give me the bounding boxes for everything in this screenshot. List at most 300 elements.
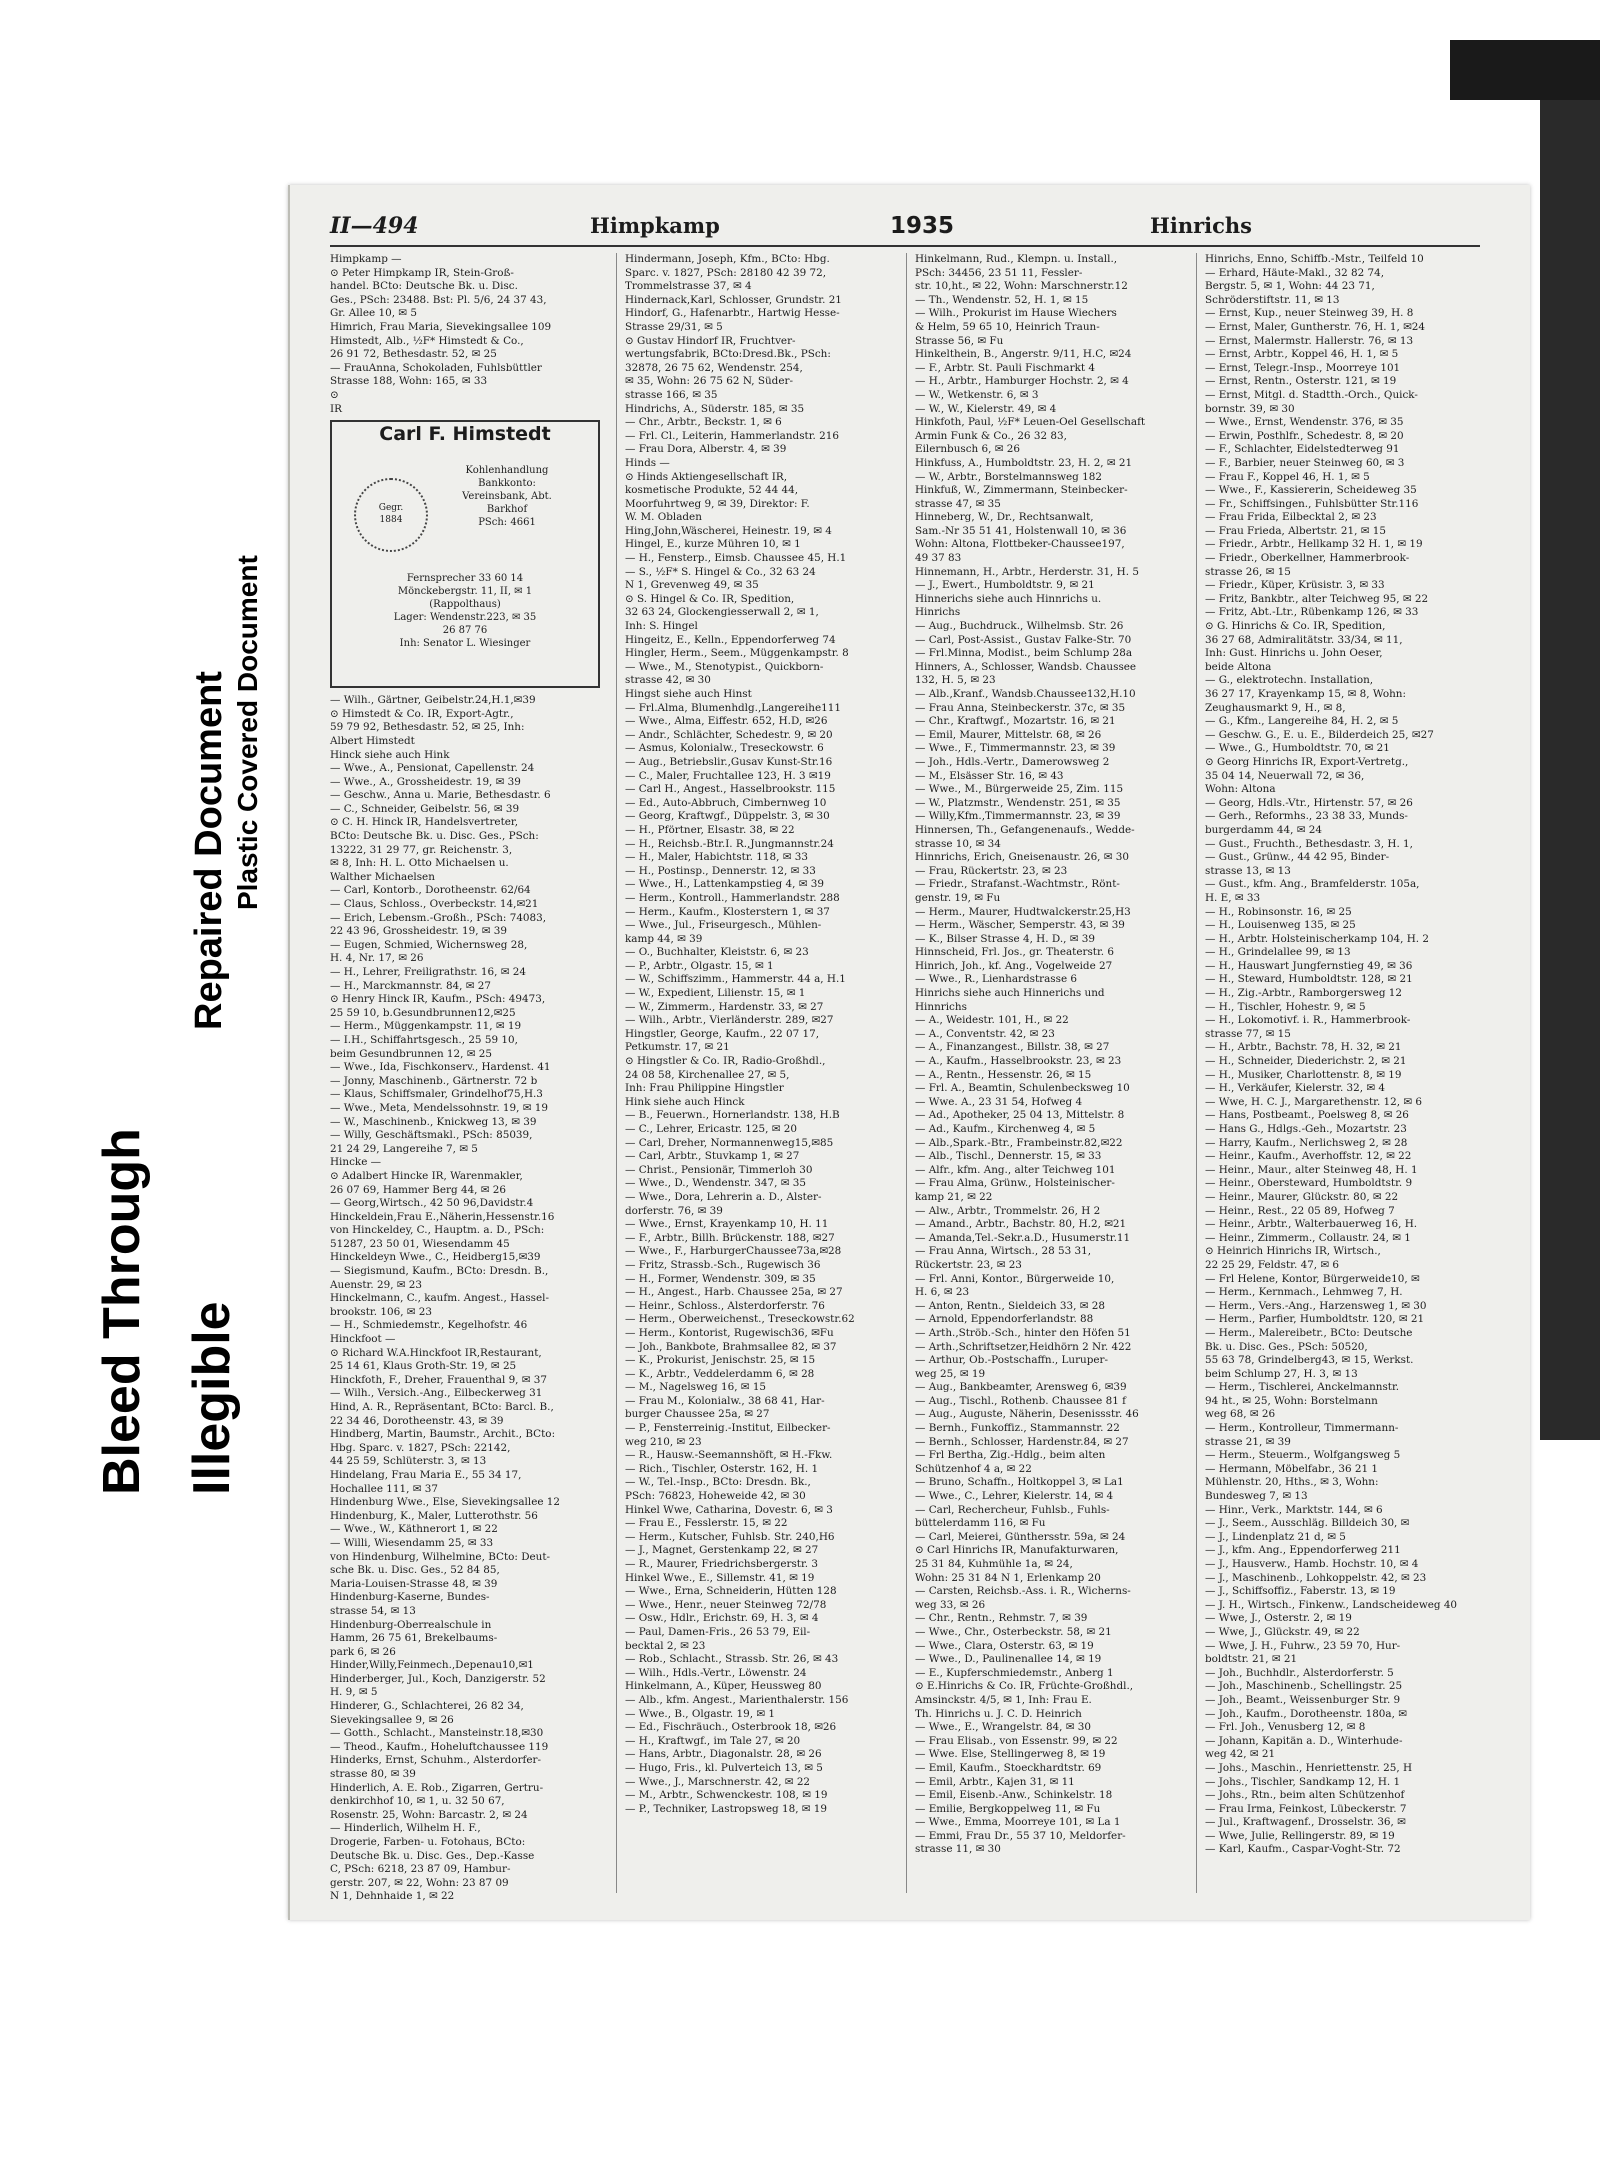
directory-entry-line: — H., Tischler, Hohestr. 9, ✉ 5	[1205, 1000, 1366, 1013]
directory-entry-line: — Johs., Tischler, Sandkamp 12, H. 1	[1205, 1775, 1401, 1788]
directory-entry-line: — Herm., Oberweichenst., Treseckowstr.62	[625, 1313, 855, 1326]
directory-entry-line: Hinds —	[625, 456, 670, 469]
ad-line: Inh: Senator L. Wiesinger	[399, 638, 531, 650]
directory-entry-line: — Geschw., Anna u. Marie, Bethesdastr. 6	[330, 789, 551, 802]
directory-entry-line: — Theod., Kaufm., Hoheluftchaussee 119	[330, 1740, 549, 1753]
directory-entry-line: 44 25 59, Schlüterstr. 3, ✉ 13	[330, 1455, 487, 1468]
directory-entry-line: — Frau Frida, Eilbecktal 2, ✉ 23	[1205, 511, 1377, 524]
directory-entry-line: strasse 80, ✉ 39	[330, 1768, 416, 1781]
directory-entry-line: — Johs., Rtn., beim alten Schützenhof	[1205, 1789, 1405, 1802]
directory-entry-line: — Ad., Kaufm., Kirchenweg 4, ✉ 5	[915, 1123, 1096, 1135]
directory-entry-line: — Bernh., Funkoffiz., Stammannstr. 22	[915, 1422, 1120, 1435]
directory-entry-line: — Frl.Minna, Modist., beim Schlump 28a	[915, 647, 1133, 660]
directory-entry-line: — Herm., Kontrolleur, Timmermann-	[1205, 1422, 1399, 1435]
directory-entry-line: — Wwe., B., Olgastr. 19, ✉ 1	[625, 1707, 775, 1720]
directory-entry-line: Hinckelmann, C., kaufm. Angest., Hassel-	[330, 1292, 549, 1305]
directory-entry-line: — Alfr., kfm. Ang., alter Teichweg 101	[915, 1163, 1116, 1176]
ad-line: Fernsprecher 33 60 14	[406, 573, 524, 585]
directory-entry-line: — Wwe., Ernst, Krayenkamp 10, H. 11	[625, 1218, 829, 1231]
directory-entry-line: — Willy,Kfm.,Timmermannstr. 23, ✉ 39	[915, 810, 1121, 823]
directory-entry-line: — Wilh., Gärtner, Geibelstr.24,H.1,✉39	[330, 694, 536, 707]
directory-entry-line: Hinkel Wwe., E., Sillemstr. 41, ✉ 19	[625, 1571, 815, 1584]
directory-entry-line: Hinrichs, Enno, Schiffb.-Mstr., Teilfeld 10	[1205, 253, 1424, 265]
directory-entry-line: Auenstr. 29, ✉ 23	[330, 1278, 423, 1291]
directory-entry-line: 55 63 78, Grindelberg43, ✉ 15, Werkst.	[1205, 1354, 1414, 1367]
directory-entry-line: park 6, ✉ 26	[330, 1645, 396, 1658]
directory-entry-line: — Joh., Maschinenb., Schellingstr. 25	[1205, 1680, 1403, 1693]
directory-entry-line: Hinkfoth, Paul, ½F* Leuen-Oel Gesellschaft	[915, 416, 1146, 429]
directory-entry-line: BCto: Deutsche Bk. u. Disc. Ges., PSch:	[330, 830, 539, 843]
directory-entry-line: Amsinckstr. 4/5, ✉ 1, Inh: Frau E.	[915, 1693, 1092, 1706]
directory-entry-line: — Frau, Rückertstr. 23, ✉ 23	[915, 864, 1068, 877]
directory-entry-line: — Arth.,Schriftsetzer,Heidhörn 2 Nr. 422	[915, 1340, 1132, 1353]
ad-company-name: Carl F. Himstedt	[379, 423, 551, 446]
directory-entry-line: — H., Arbtr., Bachstr. 78, H. 32, ✉ 21	[1205, 1041, 1402, 1054]
directory-entry-line: ⊙ Peter Himpkamp IR, Stein-Groß-	[330, 266, 514, 279]
directory-entry-line: — Wilh., Hdls.-Vertr., Löwenstr. 24	[625, 1666, 807, 1679]
directory-entry-line: — J., Ewert., Humboldtstr. 9, ✉ 21	[915, 579, 1095, 592]
directory-entry-line: Hinckeldeyn Wwe., C., Heidberg15,✉39	[330, 1251, 541, 1264]
directory-entry-line: — Wwe, J. H., Fuhrw., 23 59 70, Hur-	[1205, 1639, 1401, 1652]
directory-entry-line: 32878, 26 75 62, Wendenstr. 254,	[625, 361, 803, 374]
directory-entry-line: Hinnrichs, Erich, Gneisenaustr. 26, ✉ 30	[915, 851, 1130, 864]
directory-entry-line: C, PSch: 6218, 23 87 09, Hambur-	[330, 1863, 511, 1876]
directory-entry-line: weg 210, ✉ 23	[625, 1435, 702, 1448]
directory-entry-line: ⊙ Richard W.A.Hinckfoot IR,Restaurant,	[330, 1346, 542, 1359]
directory-entry-line: — I.H., Schiffahrtsgesch., 25 59 10,	[330, 1033, 518, 1046]
directory-entry-line: Sparc. v. 1827, PSch: 28180 42 39 72,	[625, 266, 827, 279]
directory-entry-line: N 1, Dehnhaide 1, ✉ 22	[330, 1890, 455, 1903]
directory-entry-line: N 1, Grevenweg 49, ✉ 35	[625, 579, 759, 592]
directory-entry-line: — H., Schneider, Diederichstr. 2, ✉ 21	[1205, 1055, 1407, 1068]
directory-entry-line: — Wilh., Arbtr., Vierländerstr. 289, ✉27	[625, 1014, 834, 1027]
directory-entry-line: — Emil, Kaufm., Stoeckhardtstr. 69	[915, 1761, 1102, 1774]
directory-entry-line: H. E, ✉ 33	[1205, 891, 1261, 904]
directory-entry-line: Rückertstr. 23, ✉ 23	[915, 1258, 1022, 1271]
directory-entry-line: beim Schlump 27, H. 3, ✉ 13	[1205, 1367, 1358, 1380]
directory-entry-line: — Carl, Dreher, Normannenweg15,✉85	[625, 1136, 834, 1149]
directory-entry-line: Hochallee 111, ✉ 37	[330, 1482, 438, 1495]
ad-seal-text: Gegr.	[378, 503, 404, 514]
directory-entry-line: — Herm., Kutscher, Fuhlsb. Str. 240,H6	[625, 1530, 835, 1543]
directory-entry-line: gerstr. 207, ✉ 22, Wohn: 23 87 09	[330, 1876, 509, 1889]
directory-entry-line: — Georg, Kraftwgf., Düppelstr. 3, ✉ 30	[625, 810, 830, 823]
directory-entry-line: Himpkamp —	[330, 253, 402, 265]
directory-entry-line: Hingeitz, E., Kelln., Eppendorferweg 74	[625, 633, 836, 646]
directory-entry-line: — Fritz, Strassb.-Sch., Rugewisch 36	[625, 1258, 821, 1271]
directory-entry-line: — Joh., Kaufm., Dorotheenstr. 180a, ✉	[1205, 1707, 1407, 1720]
directory-entry-line: — Carl H., Angest., Hasselbrookstr. 115	[625, 783, 836, 796]
directory-entry-line: Hindberg, Martin, Baumstr., Archit., BCto:	[330, 1428, 556, 1441]
directory-entry-line: — P., Techniker, Lastropsweg 18, ✉ 19	[625, 1802, 828, 1815]
directory-entry-line: — Wwe., A., Pensionat, Capellenstr. 24	[330, 762, 535, 775]
directory-entry-line: 24 08 58, Kirchenallee 27, ✉ 5,	[625, 1068, 790, 1081]
directory-entry-line: strasse 77, ✉ 15	[1205, 1027, 1291, 1040]
directory-entry-line: — Wwe., F., HarburgerChaussee73a,✉28	[625, 1245, 842, 1258]
directory-entry-line: — W., Expedient, Lilienstr. 15, ✉ 1	[625, 987, 806, 1000]
directory-entry-line: — Fr., Schiffsingen., Fuhlsbütter Str.116	[1205, 497, 1419, 510]
directory-entry-line: Hinnscheid, Frl. Jos., gr. Theaterstr. 6	[915, 946, 1114, 959]
advertisement-box	[330, 420, 600, 688]
directory-entry-line: Hindenburg-Oberrealschule in	[330, 1618, 492, 1631]
directory-entry-line: — Frau Anna, Steinbeckerstr. 37c, ✉ 35	[915, 701, 1126, 714]
directory-entry-line: — Geschw. G., E. u. E., Bilderdeich 25, ✉27	[1205, 728, 1434, 741]
directory-entry-line: — H., Verkäufer, Kielerstr. 32, ✉ 4	[1205, 1082, 1385, 1095]
directory-entry-line: — Chr., Rentn., Rehmstr. 7, ✉ 39	[915, 1612, 1088, 1625]
directory-entry-line: — Wwe., H., Lattenkampstieg 4, ✉ 39	[625, 878, 824, 891]
directory-entry-line: 25 14 61, Klaus Groth-Str. 19, ✉ 25	[330, 1360, 517, 1373]
directory-entry-line: ⊙ C. H. Hinck IR, Handelsvertreter,	[330, 816, 519, 829]
directory-entry-line: — Hugo, Fris., kl. Pulverteich 13, ✉ 5	[625, 1761, 823, 1774]
directory-entry-line: — Hans, Postbeamt., Poelsweg 8, ✉ 26	[1205, 1109, 1409, 1122]
directory-entry-line: — J., Schiffsoffiz., Faberstr. 13, ✉ 19	[1205, 1585, 1396, 1598]
directory-entry-line: — Ernst, Maler, Guntherstr. 76, H. 1, ✉24	[1205, 320, 1426, 333]
directory-entry-line: ⊙ Hinds Aktiengesellschaft IR,	[625, 470, 788, 483]
directory-entry-line: — W., Schiffszimm., Hammerstr. 44 a, H.1	[625, 973, 846, 986]
directory-entry-line: — Carl, Kontorb., Dorotheenstr. 62/64	[330, 884, 531, 897]
directory-entry-line: — Frau M., Kolonialw., 38 68 41, Har-	[625, 1394, 825, 1407]
directory-entry-line: — Hermann, Möbelfabr., 36 21 1	[1205, 1462, 1379, 1475]
directory-entry-line: — Hans, Arbtr., Diagonalstr. 28, ✉ 26	[625, 1748, 822, 1761]
directory-entry-line: 132, H. 5, ✉ 23	[915, 674, 996, 687]
directory-entry-line: — H., Arbtr., Hamburger Hochstr. 2, ✉ 4	[915, 375, 1129, 388]
directory-entry-line: — Wwe., E., Wrangelstr. 84, ✉ 30	[915, 1721, 1092, 1734]
directory-entry-line: Hinkfuss, A., Humboldtstr. 23, H. 2, ✉ 21	[915, 456, 1133, 469]
ad-line: Barkhof	[486, 504, 528, 516]
directory-entry-line: Strasse 56, ✉ Fu	[915, 334, 1004, 347]
directory-entry-line: — Willy, Geschäftsmakl., PSch: 85039,	[330, 1129, 533, 1142]
directory-entry-line: — Jul., Kraftwagenf., Drosselstr. 36, ✉	[1205, 1816, 1406, 1829]
directory-entry-line: — W., Platzmstr., Wendenstr. 251, ✉ 35	[915, 796, 1121, 809]
directory-entry-line: — Gotth., Schlacht., Mansteinstr.18,✉30	[330, 1727, 544, 1740]
directory-entry-line: H. 6, ✉ 23	[915, 1286, 970, 1299]
directory-entry-line: Albert Himstedt	[330, 734, 415, 747]
directory-entry-line: Hinder,Willy,Feinmech.,Depenau10,✉1	[330, 1659, 534, 1672]
directory-entry-line: Hincke —	[330, 1156, 382, 1169]
directory-entry-line: — H., Hauswart Jungfernstieg 49, ✉ 36	[1205, 959, 1413, 972]
directory-entry-line: — F., Arbtr., Billh. Brückenstr. 188, ✉27	[625, 1231, 835, 1244]
directory-entry-line: — Frl. A., Beamtin, Schulenbecksweg 10	[915, 1082, 1130, 1095]
directory-entry-line: — Wwe. Else, Stellingerweg 8, ✉ 19	[915, 1748, 1106, 1761]
directory-entry-line: — Herm., Kaufm., Klosterstern 1, ✉ 37	[625, 905, 830, 918]
directory-entry-line: ⊙	[330, 388, 339, 401]
directory-entry-line: — Frl. Joh., Venusberg 12, ✉ 8	[1205, 1721, 1366, 1734]
directory-entry-line: — Herm., Kernmach., Lehmweg 7, H.	[1205, 1286, 1403, 1299]
directory-entry-line: — Wwe., Alma, Eiffestr. 652, H.D, ✉26	[625, 715, 828, 728]
directory-entry-line: Hindermann, Joseph, Kfm., BCto: Hbg.	[625, 253, 830, 265]
directory-entry-line: H. 4, Nr. 17, ✉ 26	[330, 952, 424, 965]
ad-line: Lager: Wendenstr.223, ✉ 35	[393, 612, 537, 624]
directory-entry-line: sche Bk. u. Disc. Ges., 52 84 85,	[330, 1564, 500, 1577]
column-3	[915, 253, 1185, 1893]
directory-entry-line: Hinkel Wwe, Catharina, Dovestr. 6, ✉ 3	[625, 1503, 833, 1516]
directory-entry-line: — Carl, Rechercheur, Fuhlsb., Fuhls-	[915, 1503, 1110, 1516]
directory-entry-line: — J., kfm. Ang., Eppendorferweg 211	[1205, 1544, 1401, 1557]
directory-entry-line: ✉ 8, Inh: H. L. Otto Michaelsen u.	[330, 857, 509, 870]
directory-entry-line: — Carl, Post-Assist., Gustav Falke-Str. 70	[915, 633, 1132, 646]
directory-entry-line: — Wwe., Henr., neuer Steinweg 72/78	[625, 1598, 827, 1611]
directory-entry-line: — H., Lehrer, Freiligrathstr. 16, ✉ 24	[330, 966, 526, 978]
directory-entry-line: — P., Fensterreinig.-Institut, Eilbecker-	[625, 1422, 831, 1435]
directory-entry-line: becktal 2, ✉ 23	[625, 1639, 706, 1652]
directory-entry-line: ⊙ G. Hinrichs & Co. IR, Spedition,	[1205, 620, 1386, 633]
directory-entry-line: — G., Kfm., Langereihe 84, H. 2, ✉ 5	[1205, 715, 1399, 728]
directory-entry-line: ⊙ S. Hingel & Co. IR, Spedition,	[625, 592, 795, 605]
directory-entry-line: — Gust., Grünw., 44 42 95, Binder-	[1205, 851, 1390, 864]
directory-entry-line: — Frau E., Fesslerstr. 15, ✉ 22	[625, 1517, 788, 1530]
ad-seal-year: 1884	[379, 515, 403, 526]
directory-entry-line: Inh: Frau Philippine Hingstler	[625, 1082, 784, 1095]
directory-entry-line: — Emilie, Bergkoppelweg 11, ✉ Fu	[915, 1802, 1101, 1815]
directory-entry-line: weg 25, ✉ 19	[915, 1367, 986, 1380]
directory-entry-line: — Chr., Kraftwgf., Mozartstr. 16, ✉ 21	[915, 715, 1116, 728]
ad-line: Mönckebergstr. 11, II, ✉ 1	[397, 586, 533, 598]
directory-entry-line: — Frl Bertha, Zig.-Hdlg., beim alten	[915, 1449, 1106, 1462]
directory-entry-line: — Wwe., Dora, Lehrerin a. D., Alster-	[625, 1190, 822, 1203]
directory-entry-line: Hinkelmann, Rud., Klempn. u. Install.,	[915, 253, 1118, 265]
directory-entry-line: — C., Maler, Fruchtallee 123, H. 3 ✉19	[625, 769, 831, 782]
directory-entry-line: beide Altona	[1205, 660, 1272, 673]
directory-entry-line: büttelerdamm 116, ✉ Fu	[915, 1517, 1046, 1530]
directory-entry-line: — Gerh., Reformhs., 23 38 33, Munds-	[1205, 810, 1408, 823]
directory-entry-line: Trommelstrasse 37, ✉ 4	[625, 280, 752, 293]
directory-entry-line: 32 63 24, Glockengiesserwall 2, ✉ 1,	[625, 606, 819, 619]
directory-entry-line: — Wwe, J., Osterstr. 2, ✉ 19	[1205, 1612, 1352, 1625]
directory-entry-line: Hbg. Sparc. v. 1827, PSch: 22142,	[330, 1441, 511, 1454]
directory-entry-line: — Friedr., Strafanst.-Wachtmstr., Rönt-	[915, 878, 1120, 891]
directory-entry-line: — Aug., Auguste, Näherin, Desenissstr. 46	[915, 1408, 1139, 1421]
directory-entry-line: — Georg,Wirtsch., 42 50 96,Davidstr.4	[330, 1197, 534, 1210]
directory-entry-line: Rosenstr. 25, Wohn: Barcastr. 2, ✉ 24	[330, 1808, 528, 1821]
directory-entry-line: — Bruno, Schaffn., Holtkoppel 3, ✉ La1	[915, 1476, 1124, 1489]
directory-entry-line: IR	[330, 402, 342, 415]
directory-entry-line: Hing,John,Wäscherei, Heinestr. 19, ✉ 4	[625, 524, 832, 537]
directory-entry-line: ⊙ Heinrich Hinrichs IR, Wirtsch.,	[1205, 1245, 1381, 1258]
directory-entry-line: strasse 42, ✉ 30	[625, 674, 711, 687]
directory-entry-line: — Harry, Kaufm., Nerlichsweg 2, ✉ 28	[1205, 1136, 1408, 1149]
directory-entry-line: — Anton, Rentn., Sieldeich 33, ✉ 28	[915, 1299, 1105, 1312]
directory-entry-line: Schröderstiftstr. 11, ✉ 13	[1205, 293, 1340, 306]
directory-entry-line: Hink siehe auch Hinck	[625, 1095, 745, 1108]
directory-entry-line: 22 25 29, Feldstr. 47, ✉ 6	[1205, 1258, 1340, 1271]
directory-entry-line: weg 68, ✉ 26	[1205, 1408, 1276, 1421]
directory-entry-line: — P., Arbtr., Olgastr. 15, ✉ 1	[625, 959, 774, 972]
directory-entry-line: — J., Magnet, Gerstenkamp 22, ✉ 27	[625, 1544, 819, 1557]
directory-entry-line: — G., elektrotechn. Installation,	[1205, 674, 1374, 687]
directory-entry-line: — J., Seem., Ausschläg. Billdeich 30, ✉	[1205, 1517, 1410, 1530]
directory-entry-line: Hingel, E., kurze Mühren 10, ✉ 1	[625, 538, 801, 551]
directory-entry-line: — Heinr., Schloss., Alsterdorferstr. 76	[625, 1299, 825, 1312]
ad-line: Bankkonto:	[478, 478, 536, 490]
directory-entry-line: Armin Funk & Co., 26 32 83,	[915, 429, 1067, 442]
directory-entry-line: Hinneberg, W., Dr., Rechtsanwalt,	[915, 511, 1094, 524]
scan-background-top	[1450, 40, 1600, 100]
directory-entry-line: — W., Zimmerm., Hardenstr. 33, ✉ 27	[625, 1000, 824, 1013]
directory-entry-line: strasse 13, ✉ 13	[1205, 864, 1291, 877]
directory-entry-line: — Rob., Schlacht., Strassb. Str. 26, ✉ 43	[625, 1653, 839, 1666]
directory-entry-line: — Andr., Schlächter, Schedestr. 9, ✉ 20	[625, 728, 833, 741]
directory-entry-line: strasse 26, ✉ 15	[1205, 565, 1291, 578]
directory-entry-line: 26 07 69, Hammer Berg 44, ✉ 26	[330, 1183, 507, 1196]
directory-entry-line: — Hinderlich, Wilhelm H. F.,	[330, 1822, 481, 1835]
directory-entry-line: — M., Arbtr., Schwenckestr. 108, ✉ 19	[625, 1789, 828, 1802]
directory-entry-line: weg 33, ✉ 26	[915, 1598, 986, 1611]
directory-entry-line: Eilernbusch 6, ✉ 26	[915, 443, 1020, 456]
ad-line: Kohlenhandlung	[465, 465, 549, 477]
directory-entry-line: Hinderks, Ernst, Schuhm., Alsterdorfer-	[330, 1754, 542, 1767]
directory-entry-line: strasse 47, ✉ 35	[915, 497, 1001, 510]
directory-entry-line: — Wwe., A., Grossheidestr. 19, ✉ 39	[330, 775, 521, 788]
directory-entry-line: — W., Wetkenstr. 6, ✉ 3	[915, 388, 1039, 401]
directory-entry-line: — Heinr., Maur., alter Steinweg 48, H. 1	[1205, 1163, 1418, 1176]
first-entry-word: Himpkamp	[590, 213, 720, 238]
directory-entry-line: — Herm., Steuerm., Wolfgangsweg 5	[1205, 1449, 1401, 1462]
directory-entry-line: PSch: 34456, 23 51 11, Fessler-	[915, 266, 1083, 279]
directory-entry-line: — Emil, Arbtr., Kajen 31, ✉ 11	[915, 1775, 1075, 1788]
directory-entry-line: Hinckfoot —	[330, 1333, 396, 1346]
column-2	[625, 253, 895, 1893]
directory-entry-line: — Joh., Bankbote, Brahmsallee 82, ✉ 37	[625, 1340, 837, 1353]
directory-entry-line: — Emil, Eisenb.-Anw., Schinkelstr. 18	[915, 1789, 1113, 1802]
label-bleed-through: Bleed Through	[93, 1128, 151, 1495]
directory-entry-line: strasse 21, ✉ 39	[1205, 1435, 1291, 1448]
directory-entry-line: — Wwe., Clara, Osterstr. 63, ✉ 19	[915, 1639, 1094, 1652]
directory-entry-line: Hinckfoth, F., Dreher, Frauenthal 9, ✉ 37	[330, 1373, 548, 1386]
directory-entry-line: — Claus, Schloss., Overbeckstr. 14,✉21	[330, 898, 539, 911]
directory-entry-line: — Ernst, Arbtr., Koppel 46, H. 1, ✉ 5	[1205, 348, 1399, 361]
directory-entry-line: — H., Maler, Habichtstr. 118, ✉ 33	[625, 851, 808, 864]
directory-entry-line: — Friedr., Oberkellner, Hammerbrook-	[1205, 552, 1410, 565]
directory-entry-line: Hinckeldein,Frau E.,Näherin,Hessenstr.16	[330, 1210, 555, 1223]
directory-entry-line: — Joh., Buchhdlr., Alsterdorferstr. 5	[1205, 1666, 1394, 1679]
directory-entry-line: — Alb., Tischl., Dennerstr. 15, ✉ 33	[915, 1150, 1102, 1163]
column-1-entries-bottom	[330, 694, 600, 1904]
page-number: II—494	[330, 213, 419, 239]
directory-entry-line: Moorfuhrtweg 9, ✉ 39, Direktor: F.	[625, 497, 810, 510]
directory-entry-line: — Hinr., Verk., Marktstr. 144, ✉ 6	[1205, 1503, 1383, 1516]
directory-entry-line: Sievekingsallee 9, ✉ 26	[330, 1713, 454, 1726]
directory-entry-line: — Frl.Alma, Blumenhdlg.,Langereihe111	[625, 701, 841, 714]
directory-entry-line: — C., Lehrer, Ericastr. 125, ✉ 20	[625, 1123, 797, 1135]
directory-entry-line: 51287, 23 50 01, Wiesendamm 45	[330, 1237, 510, 1250]
directory-entry-line: Hindenburg, K., Maler, Lutterothstr. 56	[330, 1509, 538, 1522]
directory-entry-line: Strasse 188, Wohn: 165, ✉ 33	[330, 375, 488, 388]
label-repaired-document: Repaired Document	[188, 671, 230, 1030]
directory-entry-line: Ges., PSch: 23488. Bst: Pl. 5/6, 24 37 43,	[330, 293, 547, 306]
directory-entry-line: — Klaus, Schiffsmaler, Grindelhof75,H.3	[330, 1088, 543, 1101]
directory-entry-line: — Frau Dora, Alberstr. 4, ✉ 39	[625, 443, 787, 456]
directory-entry-line: — Alb.,Kranf., Wandsb.Chaussee132,H.10	[915, 688, 1136, 700]
directory-entry-line: — Ed., Fischräuch., Osterbrook 18, ✉26	[625, 1721, 837, 1734]
directory-entry-line: — Asmus, Kolonialw., Treseckowstr. 6	[625, 742, 824, 755]
directory-entry-line: — Friedr., Arbtr., Hellkamp 32 H. 1, ✉ 19	[1205, 538, 1423, 551]
directory-entry-line: — Wwe., Meta, Mendelssohnstr. 19, ✉ 19	[330, 1101, 548, 1114]
directory-entry-line: kosmetische Produkte, 52 44 44,	[625, 484, 799, 497]
year: 1935	[890, 213, 955, 239]
page-header	[290, 213, 1530, 247]
directory-entry-line: — Frau Anna, Wirtsch., 28 53 31,	[915, 1245, 1092, 1258]
directory-entry-line: Drogerie, Farben- u. Fotohaus, BCto:	[330, 1836, 526, 1848]
directory-entry-line: strasse 10, ✉ 34	[915, 837, 1001, 850]
directory-entry-line: ⊙ E.Hinrichs & Co. IR, Früchte-Großhdl.,	[915, 1680, 1134, 1693]
directory-entry-line: strasse 11, ✉ 30	[915, 1843, 1001, 1856]
directory-entry-line: — Willi, Wiesendamm 25, ✉ 33	[330, 1536, 494, 1549]
directory-entry-line: & Helm, 59 65 10, Heinrich Traun-	[915, 320, 1100, 333]
directory-entry-line: ⊙ Himstedt & Co. IR, Export-Agtr.,	[330, 707, 514, 720]
directory-entry-line: Gr. Allee 10, ✉ 5	[330, 307, 417, 320]
directory-entry-line: — Eugen, Schmied, Wichernsweg 28,	[330, 938, 528, 951]
directory-entry-line: Bk. u. Disc. Ges., PSch: 50520,	[1205, 1340, 1368, 1353]
directory-entry-line: — Wwe., F., Timmermannstr. 23, ✉ 39	[915, 742, 1116, 755]
directory-entry-line: — FrauAnna, Schokoladen, Fuhlsbüttler	[330, 361, 542, 374]
directory-entry-line: strasse 54, ✉ 13	[330, 1604, 416, 1617]
directory-entry-line: — Wwe., F., Kassiererin, Scheideweg 35	[1205, 484, 1417, 497]
directory-entry-line: — Wwe., C., Lehrer, Kielerstr. 14, ✉ 4	[915, 1490, 1114, 1503]
directory-entry-line: — Wilh., Prokurist im Hause Wiechers	[915, 307, 1117, 320]
directory-entry-line: — K., Arbtr., Veddelerdamm 6, ✉ 28	[625, 1367, 815, 1380]
directory-entry-line: — M., Nagelsweg 16, ✉ 15	[625, 1381, 767, 1394]
directory-entry-line: — Wwe., Erna, Schneiderin, Hütten 128	[625, 1585, 837, 1598]
directory-entry-line: — Herm., Malereibetr., BCto: Deutsche	[1205, 1326, 1413, 1339]
directory-entry-line: — F., Schlachter, Eidelstedterweg 91	[1205, 443, 1400, 456]
directory-entry-line: — Aug., Bankbeamter, Arensweg 6, ✉39	[915, 1381, 1127, 1394]
directory-entry-line: — Johann, Kapitän a. D., Winterhude-	[1205, 1734, 1403, 1747]
directory-entry-line: 94 ht., ✉ 25, Wohn: Borstelmann	[1205, 1394, 1378, 1407]
directory-entry-line: — F., Arbtr. St. Pauli Fischmarkt 4	[915, 361, 1095, 374]
directory-entry-line: — H., Robinsonstr. 16, ✉ 25	[1205, 905, 1352, 918]
directory-entry-line: brookstr. 106, ✉ 23	[330, 1305, 433, 1318]
directory-entry-line: 26 91 72, Bethesdastr. 52, ✉ 25	[330, 348, 497, 361]
directory-entry-line: — Gust., kfm. Ang., Bramfelderstr. 105a,	[1205, 878, 1420, 891]
directory-entry-line: Wohn: 25 31 84 N 1, Erlenkamp 20	[915, 1571, 1101, 1584]
directory-entry-line: Hingst siehe auch Hinst	[625, 688, 752, 700]
directory-entry-line: — Ernst, Mitgl. d. Stadtth.-Orch., Quick-	[1205, 388, 1418, 401]
directory-entry-line: Wohn: Altona	[1205, 783, 1276, 796]
directory-entry-line: — Heinr., Rest., 22 05 89, Hofweg 7	[1205, 1204, 1395, 1217]
directory-entry-line: — Wilh., Versich.-Ang., Eilbeckerweg 31	[330, 1387, 543, 1400]
directory-entry-line: — Heinr., Maurer, Glückstr. 80, ✉ 22	[1205, 1190, 1399, 1203]
directory-entry-line: — Alb., kfm. Angest., Marienthalerstr. 156	[625, 1693, 849, 1706]
directory-entry-line: Petkumstr. 17, ✉ 21	[625, 1041, 730, 1054]
directory-entry-line: strasse 166, ✉ 35	[625, 388, 718, 401]
directory-entry-line: — Bernh., Schlosser, Hardenstr.84, ✉ 27	[915, 1435, 1129, 1448]
directory-entry-line: — A., Weidestr. 101, H., ✉ 22	[915, 1014, 1069, 1027]
directory-entry-line: — H., Marckmannstr. 84, ✉ 27	[330, 979, 492, 992]
directory-entry-line: Schützenhof 4 a, ✉ 22	[915, 1462, 1032, 1475]
directory-entry-line: Th. Hinrichs u. J. C. D. Heinrich	[915, 1707, 1082, 1720]
column-1	[330, 253, 600, 1903]
directory-entry-line: — Herm., Müggenkampstr. 11, ✉ 19	[330, 1020, 522, 1033]
directory-entry-line: — Heinr., Zimmerm., Collaustr. 24, ✉ 1	[1205, 1231, 1411, 1244]
directory-entry-line: — Wwe., G., Humboldtstr. 70, ✉ 21	[1205, 742, 1390, 755]
directory-entry-line: — M., Elsässer Str. 16, ✉ 43	[915, 769, 1064, 782]
directory-entry-line: — Heinr., Obersteward, Humboldtstr. 9	[1205, 1177, 1413, 1190]
ad-line: Vereinsbank, Abt.	[462, 491, 552, 503]
column-divider	[906, 253, 907, 1893]
directory-entry-line: — H., Reichsb.-Btr.I. R.,Jungmannstr.24	[625, 837, 834, 850]
directory-entry-line: von Hinckeldey, C., Hauptm. a. D., PSch:	[330, 1224, 545, 1237]
directory-entry-line: — Hans G., Hdlgs.-Geh., Mozartstr. 23	[1205, 1123, 1407, 1135]
header-rule	[330, 245, 1480, 247]
directory-entry-line: — Erhard, Häute-Makl., 32 82 74,	[1205, 266, 1385, 279]
directory-entry-line: — H., Pförtner, Elsastr. 38, ✉ 22	[625, 823, 795, 836]
label-plastic-covered: Plastic Covered Document	[232, 555, 263, 910]
directory-entry-line: — Osw., Hdlr., Erichstr. 69, H. 3, ✉ 4	[625, 1612, 819, 1625]
directory-entry-line: — Siegismund, Kaufm., BCto: Dresdn. B.,	[330, 1265, 549, 1278]
directory-entry-line: kamp 21, ✉ 22	[915, 1190, 993, 1203]
directory-entry-line: 36 27 68, Admiralitätstr. 33/34, ✉ 11,	[1205, 633, 1403, 646]
directory-entry-line: — H., Steward, Humboldtstr. 128, ✉ 21	[1205, 973, 1413, 986]
